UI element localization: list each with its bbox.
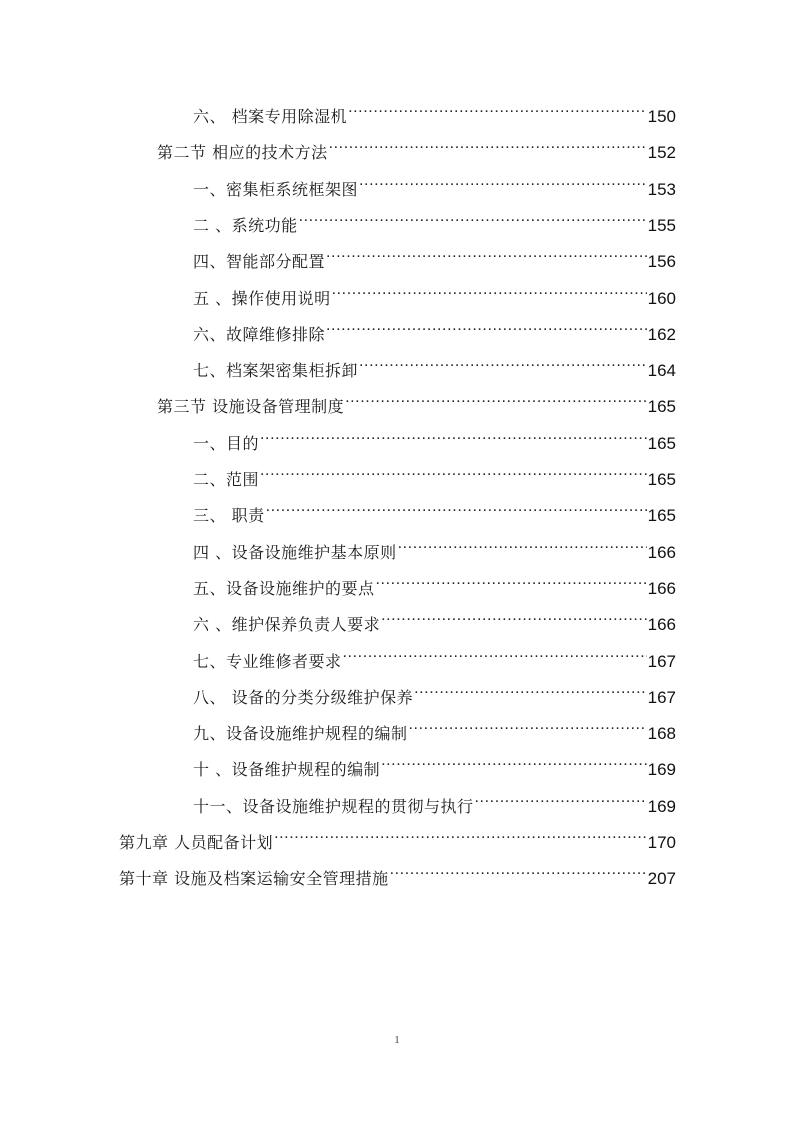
toc-entry[interactable] xyxy=(193,784,676,816)
toc-dot-leader xyxy=(260,457,647,485)
toc-entry-page: 166 xyxy=(647,542,676,562)
toc-entry-page: 207 xyxy=(647,869,676,889)
toc-dot-leader xyxy=(381,602,647,630)
toc-dot-leader xyxy=(414,675,647,703)
toc-entry-page: 167 xyxy=(647,651,676,671)
toc-entry-title: 十 、设备维护规程的编制 xyxy=(193,760,381,780)
toc-entry-page: 155 xyxy=(647,215,676,235)
toc-entry-title: 六、 档案专用除湿机 xyxy=(193,107,348,126)
toc-dot-leader xyxy=(409,711,647,739)
toc-dot-leader xyxy=(398,530,647,558)
toc-entry-page: 166 xyxy=(647,615,676,635)
toc-dot-leader xyxy=(359,348,647,376)
toc-entry[interactable] xyxy=(193,747,676,780)
toc-entry-page: 170 xyxy=(647,833,676,852)
toc-entry-page: 165 xyxy=(647,433,676,453)
toc-entry-title: 一、目的 xyxy=(193,433,260,453)
toc-entry[interactable] xyxy=(193,203,676,235)
toc-entry[interactable] xyxy=(157,130,676,163)
toc-dot-leader xyxy=(266,493,647,521)
toc-entry-title: 七、档案架密集柜拆卸 xyxy=(193,361,359,381)
toc-entry-page: 169 xyxy=(647,760,676,780)
toc-entry[interactable] xyxy=(193,602,676,635)
toc-entry-title: 八、 设备的分类分级维护保养 xyxy=(193,687,414,707)
toc-entry[interactable] xyxy=(157,384,676,417)
toc-dot-leader xyxy=(299,203,647,231)
toc-entry-page: 169 xyxy=(647,796,676,816)
toc-dot-leader xyxy=(332,276,647,304)
toc-entry-title: 第三节 设施设备管理制度 xyxy=(157,397,345,417)
toc-dot-leader xyxy=(274,820,647,848)
toc-entry-title: 一、密集柜系统框架图 xyxy=(193,179,359,199)
toc-entry[interactable] xyxy=(193,711,676,744)
toc-dot-leader xyxy=(390,856,647,884)
toc-entry-title: 三、 职责 xyxy=(193,506,265,526)
toc-entry[interactable] xyxy=(193,348,676,381)
toc-dot-leader xyxy=(348,94,647,122)
toc-dot-leader xyxy=(376,566,647,594)
toc-entry-title: 十一、设备设施维护规程的贯彻与执行 xyxy=(193,796,474,816)
toc-dot-leader xyxy=(329,130,647,158)
toc-entry-page: 156 xyxy=(647,252,676,272)
toc-entry-title: 第二节 相应的技术方法 xyxy=(157,143,328,163)
toc-entry-title: 四、智能部分配置 xyxy=(193,252,326,272)
toc-entry-title: 六、故障维修排除 xyxy=(193,324,326,344)
toc-entry-page: 164 xyxy=(647,361,676,381)
toc-entry-page: 168 xyxy=(647,724,676,744)
toc-dot-leader xyxy=(381,747,647,775)
toc-entry-page: 162 xyxy=(647,324,676,344)
toc-entry[interactable] xyxy=(193,276,676,308)
toc-entry-page: 165 xyxy=(647,506,676,526)
toc-entry[interactable] xyxy=(193,493,676,526)
toc-dot-leader xyxy=(343,639,647,667)
toc-entry-page: 165 xyxy=(647,470,676,489)
toc-entry-title: 四 、设备设施维护基本原则 xyxy=(193,542,397,562)
toc-entry[interactable] xyxy=(193,239,676,272)
toc-entry-title: 二 、系统功能 xyxy=(193,215,298,235)
toc-entry[interactable] xyxy=(193,94,676,126)
toc-entry[interactable] xyxy=(193,639,676,671)
toc-entry-title: 六 、维护保养负责人要求 xyxy=(193,615,381,635)
toc-entry-page: 167 xyxy=(647,687,676,707)
toc-entry[interactable] xyxy=(193,421,676,453)
toc-entry[interactable] xyxy=(193,675,676,707)
toc-entry-title: 五 、操作使用说明 xyxy=(193,288,331,308)
toc-dot-leader xyxy=(326,239,647,267)
toc-entry[interactable] xyxy=(193,457,676,489)
toc-entry[interactable] xyxy=(119,856,676,889)
toc-entry-page: 165 xyxy=(647,397,676,417)
toc-dot-leader xyxy=(345,384,647,412)
toc-entry-title: 五、设备设施维护的要点 xyxy=(193,578,375,598)
toc-entry-page: 160 xyxy=(647,288,676,308)
toc-entry-title: 第九章 人员配备计划 xyxy=(119,833,274,852)
toc-entry[interactable] xyxy=(193,530,676,562)
toc-entry[interactable] xyxy=(193,167,676,199)
toc-dot-leader xyxy=(359,167,647,195)
toc-entry-title: 二、范围 xyxy=(193,470,260,489)
toc-entry-title: 七、专业维修者要求 xyxy=(193,651,342,671)
toc-dot-leader xyxy=(260,421,647,449)
toc-entry[interactable] xyxy=(193,312,676,344)
toc-entry-page: 150 xyxy=(647,107,676,126)
toc-entry[interactable] xyxy=(193,566,676,598)
footer-page-number: 1 xyxy=(394,1034,400,1046)
toc-dot-leader xyxy=(326,312,647,340)
toc-entry-page: 152 xyxy=(647,143,676,163)
toc-entry-title: 九、设备设施维护规程的编制 xyxy=(193,724,408,744)
toc-entry-title: 第十章 设施及档案运输安全管理措施 xyxy=(119,869,389,889)
toc-entry-page: 153 xyxy=(647,179,676,199)
toc-entry[interactable] xyxy=(119,820,676,852)
toc-entry-page: 166 xyxy=(647,578,676,598)
toc-dot-leader xyxy=(475,784,647,812)
